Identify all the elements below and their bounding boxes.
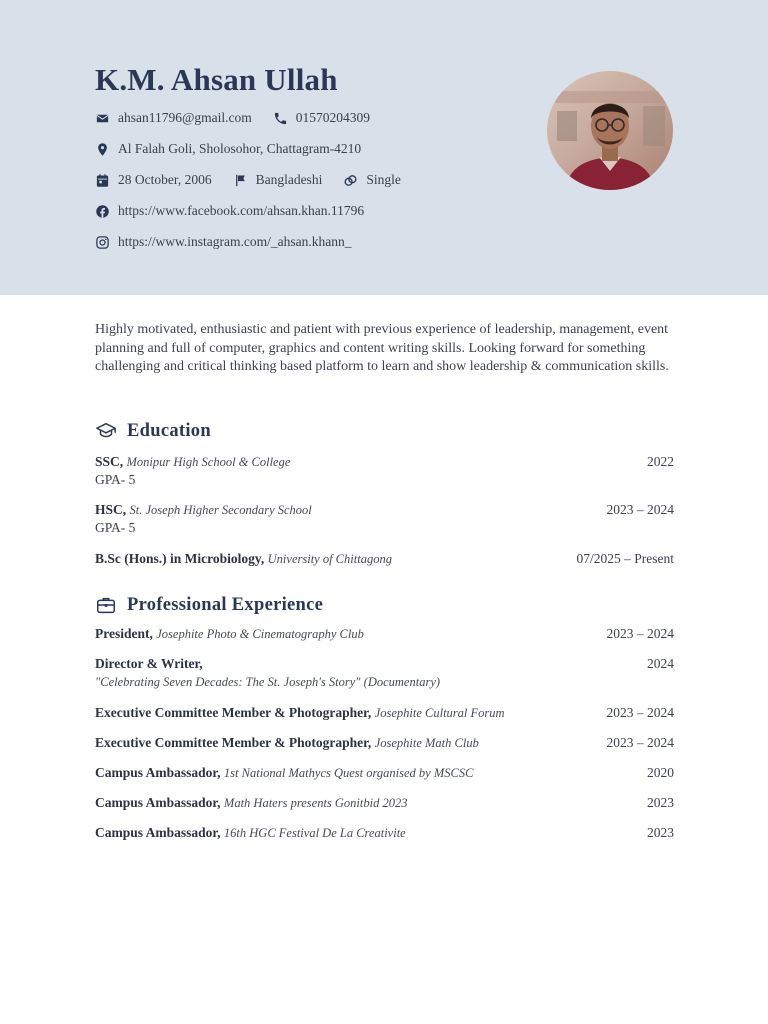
instagram-icon (95, 235, 110, 250)
role: Executive Committee Member & Photographer, (95, 705, 372, 720)
contact-row (95, 108, 391, 128)
grade: GPA- 5 (95, 520, 136, 535)
marital-item (343, 172, 401, 188)
email-item[interactable] (95, 110, 252, 126)
date: 2022 (647, 454, 674, 469)
phone-item[interactable] (273, 110, 370, 126)
facebook-icon (95, 204, 110, 219)
role: Executive Committee Member & Photographer, (95, 735, 372, 750)
education-title: Education (127, 420, 211, 441)
education-entry (95, 501, 674, 537)
role: Campus Ambassador, (95, 825, 221, 840)
rings-icon (343, 173, 358, 188)
grade: GPA- 5 (95, 472, 136, 487)
organization: Josephite Cultural Forum (374, 706, 505, 720)
facebook-item[interactable] (95, 203, 364, 219)
phone-text[interactable]: 01570204309 (295, 110, 371, 125)
education-heading (95, 420, 211, 442)
role: Campus Ambassador, (95, 765, 221, 780)
degree: B.Sc (Hons.) in Microbiology, (95, 551, 265, 566)
date: 2023 – 2024 (606, 502, 674, 517)
date: 2023 – 2024 (606, 626, 674, 641)
education-entry (95, 550, 674, 568)
organization: 16th HGC Festival De La Creativite (223, 826, 406, 840)
instagram-row (95, 232, 372, 252)
experience-entry (95, 764, 674, 782)
nationality-item (233, 172, 323, 188)
degree: SSC, (95, 454, 124, 469)
address-item (95, 141, 361, 157)
date: 2023 – 2024 (606, 735, 674, 750)
date: 2020 (647, 765, 674, 780)
nationality-text: Bangladeshi (255, 172, 323, 187)
graduation-cap-icon (95, 420, 117, 442)
header-band (0, 0, 768, 295)
experience-entry (95, 824, 674, 842)
facebook-row (95, 201, 385, 221)
organization: Math Haters presents Gonitbid 2023 (223, 796, 408, 810)
marital-text: Single (366, 172, 401, 187)
envelope-icon (95, 111, 110, 126)
experience-entry (95, 704, 674, 722)
flag-icon (233, 173, 248, 188)
institution: St. Joseph Higher Secondary School (129, 503, 312, 517)
calendar-icon (95, 173, 110, 188)
experience-entry (95, 625, 674, 643)
experience-entry (95, 655, 674, 691)
experience-heading (95, 594, 323, 616)
experience-title: Professional Experience (127, 594, 324, 615)
institution: University of Chittagong (267, 552, 392, 566)
education-entry (95, 453, 674, 489)
email-text[interactable]: ahsan11796@gmail.com (118, 110, 252, 125)
role: Campus Ambassador, (95, 795, 221, 810)
address-text: Al Falah Goli, Sholosohor, Chattagram-4210 (118, 141, 362, 156)
institution: Monipur High School & College (126, 455, 291, 469)
briefcase-icon (95, 594, 117, 616)
date: 07/2025 – Present (576, 551, 674, 566)
organization: Josephite Photo & Cinematography Club (156, 627, 364, 641)
experience-entry (95, 734, 674, 752)
date: 2023 (647, 795, 674, 810)
facebook-link[interactable]: https://www.facebook.com/ahsan.khan.11796 (118, 203, 365, 218)
detail: "Celebrating Seven Decades: The St. Joseph's Story" (Documentary) (95, 675, 441, 689)
birthdate-text: 28 October, 2006 (118, 172, 212, 187)
role: Director & Writer, (95, 656, 203, 671)
instagram-link[interactable]: https://www.instagram.com/_ahsan.khann_ (118, 234, 352, 249)
role: President, (95, 626, 153, 641)
address-row (95, 139, 382, 159)
degree: HSC, (95, 502, 127, 517)
instagram-item[interactable] (95, 234, 351, 250)
profile-summary: Highly motivated, enthusiastic and patient with previous experience of leadership, management, event planning and full of computer, graphics and content writing skills. Looking forward for something challenging and critical thinking based platform to learn and show leadership & communication skills. (95, 322, 669, 374)
organization: 1st National Mathycs Quest organised by MSCSC (223, 766, 474, 780)
date: 2024 (647, 656, 674, 671)
date: 2023 – 2024 (606, 705, 674, 720)
personal-row (95, 170, 422, 190)
birthdate-item (95, 172, 212, 188)
organization: Josephite Math Club (374, 736, 479, 750)
full-name: K.M. Ahsan Ullah (95, 62, 338, 97)
profile-photo (547, 71, 673, 190)
date: 2023 (647, 825, 674, 840)
location-pin-icon (95, 142, 110, 157)
experience-entry (95, 794, 674, 812)
phone-icon (273, 111, 288, 126)
